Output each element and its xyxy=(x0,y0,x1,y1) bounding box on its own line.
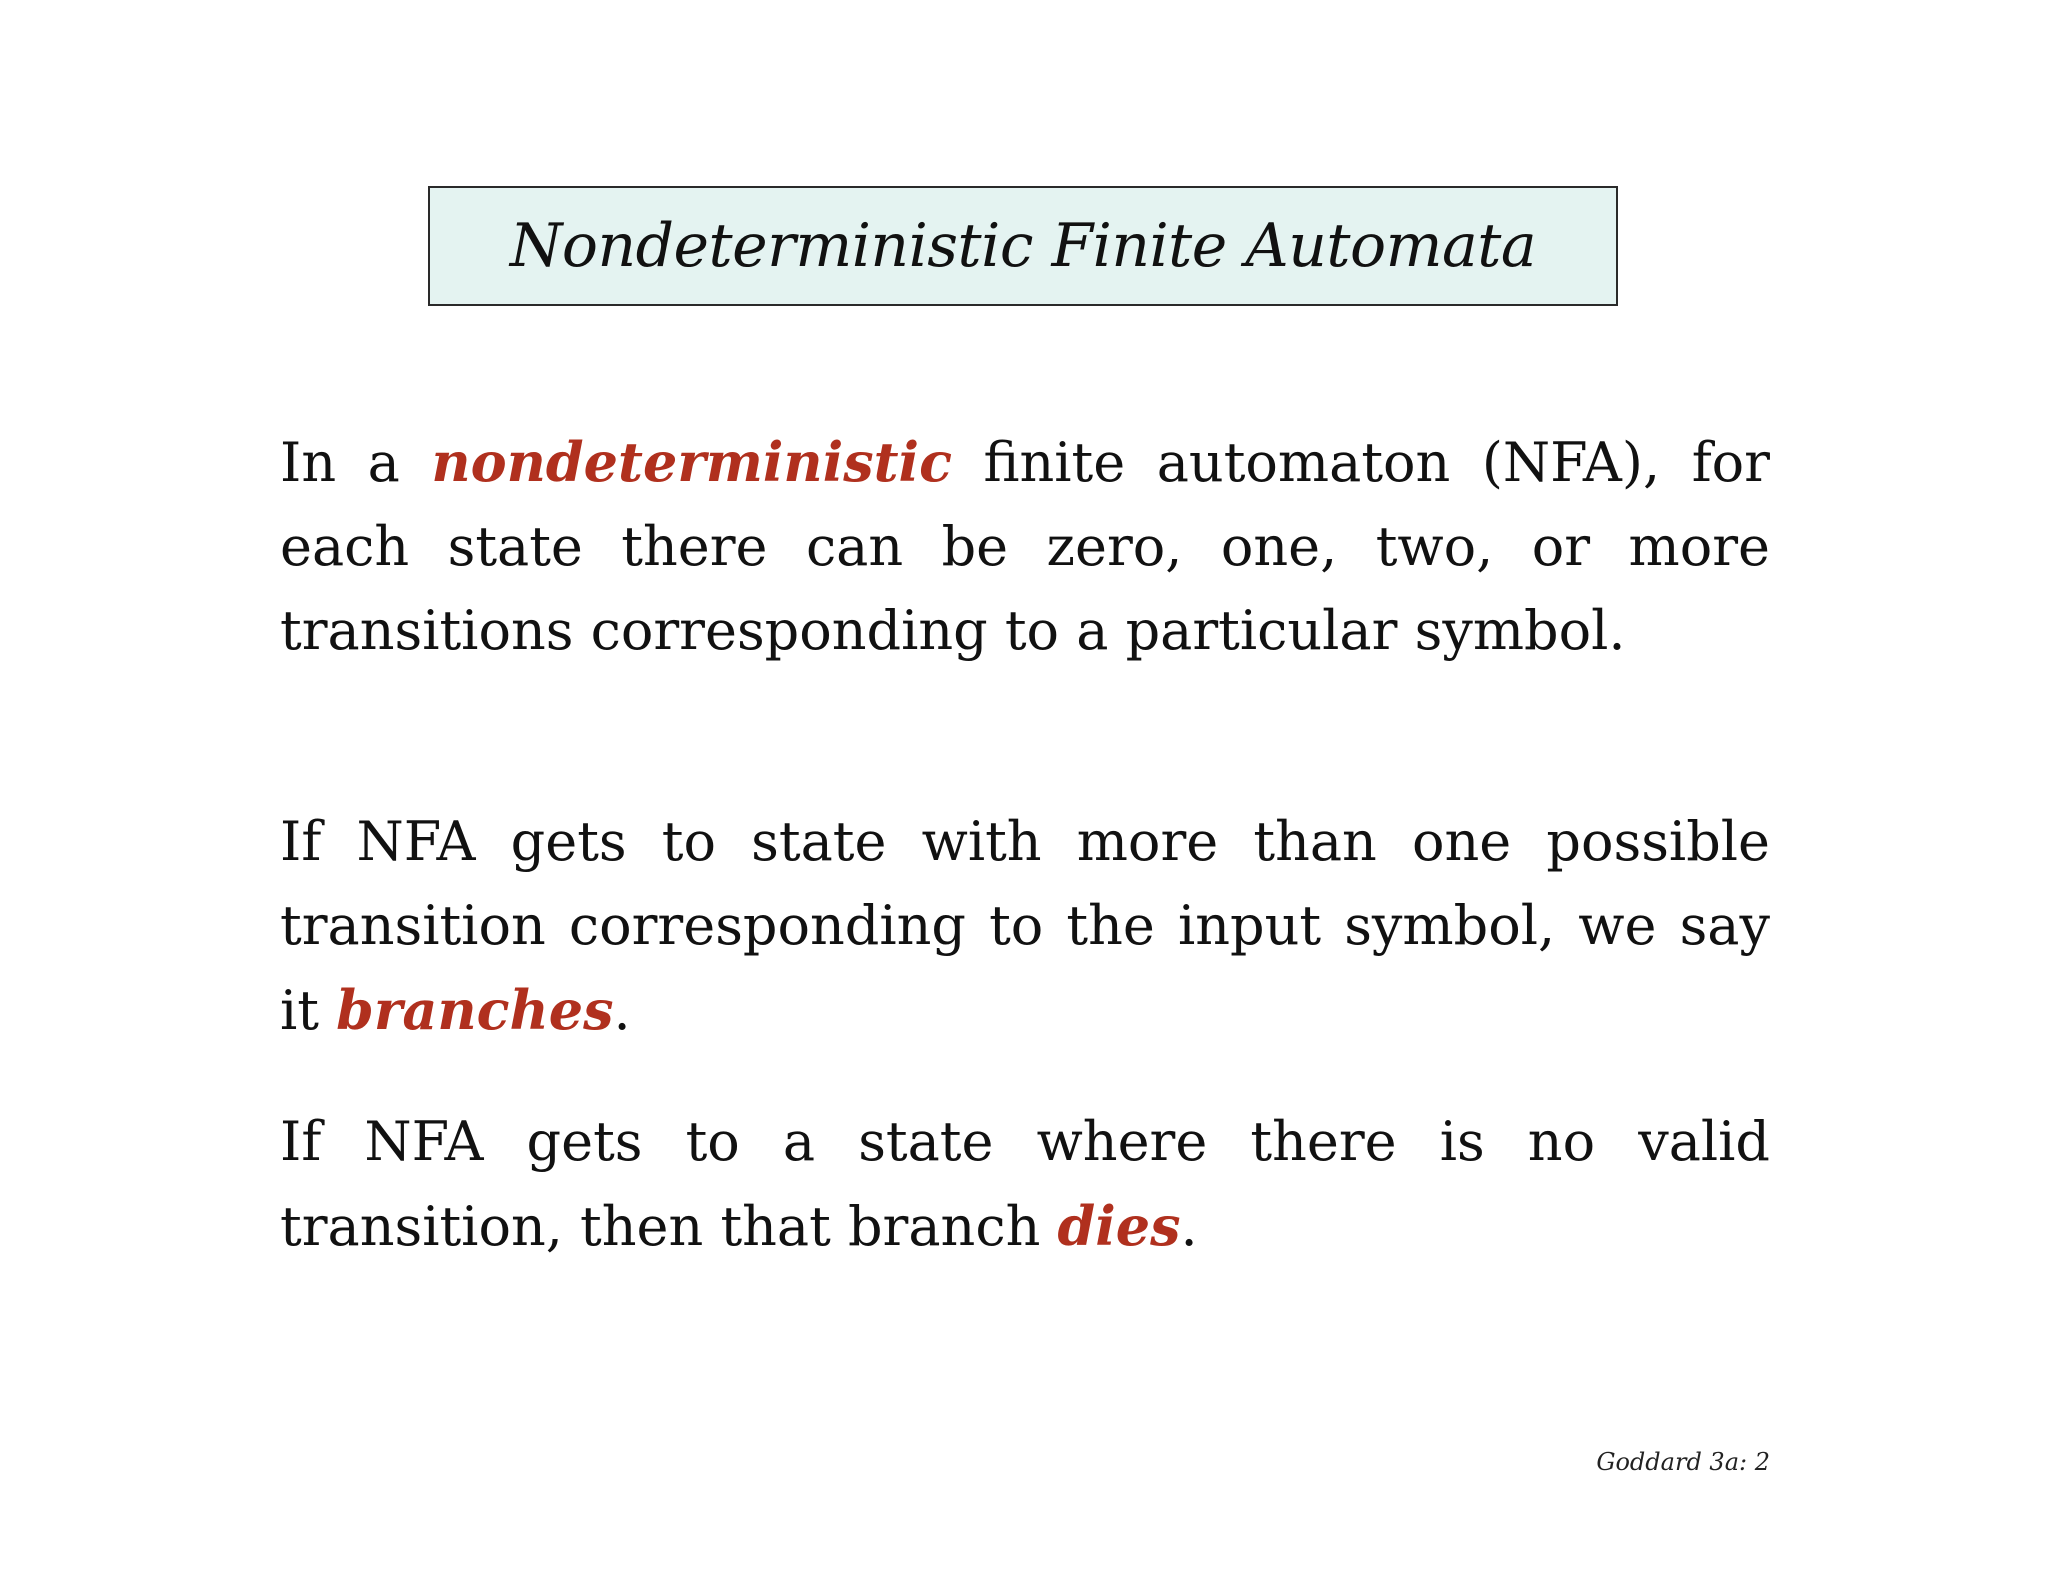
paragraph-nfa-definition xyxy=(280,420,1770,673)
title-box xyxy=(428,186,1618,306)
paragraph-dies xyxy=(280,1100,1770,1269)
paragraph-text: . xyxy=(1180,1195,1198,1258)
paragraph-text: If NFA gets to a state where there is no valid transition, then that branch xyxy=(280,1110,1770,1258)
emphasis-dies: dies xyxy=(1057,1194,1181,1258)
paragraph-text: If NFA gets to state with more than one possible transition corresponding to the input symbol, we say it xyxy=(280,810,1770,1042)
paragraph-text: finite automaton (NFA), for each state there can be zero, one, two, or more transitions corresponding to a particular symbol. xyxy=(280,431,1770,662)
emphasis-nondeterministic: nondeterministic xyxy=(431,430,952,494)
paragraph-text: In a xyxy=(280,431,432,494)
paragraph-branches xyxy=(280,800,1770,1053)
emphasis-branches: branches xyxy=(336,978,614,1042)
slide-title: Nondeterministic Finite Automata xyxy=(509,211,1537,281)
slide-footer: Goddard 3a: 2 xyxy=(1596,1448,1770,1476)
paragraph-text: . xyxy=(613,979,631,1042)
